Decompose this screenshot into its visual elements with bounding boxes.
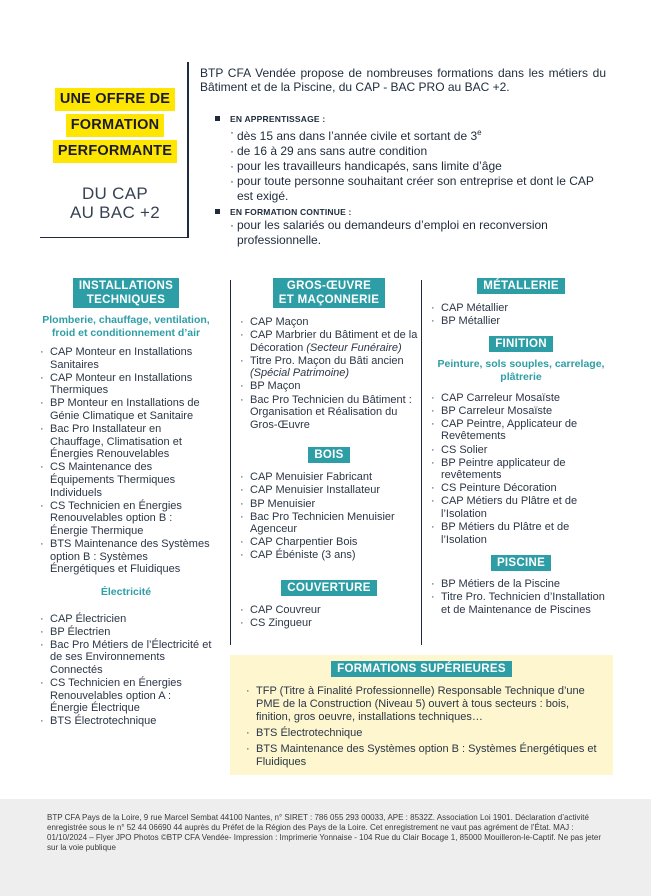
header-divider — [187, 62, 189, 238]
list-item: · BP Monteur en Installations de Génie Climatique et Sanitaire — [40, 397, 212, 422]
category-installations: INSTALLATIONS TECHNIQUES — [73, 278, 179, 308]
continue-list — [212, 218, 612, 248]
category-piscine: PISCINE — [491, 555, 551, 571]
list-item: · pour les travailleurs handicapés, sans limite d’âge — [230, 159, 612, 174]
subcategory-plomberie: Plomberie, chauffage, ventilation, froid et conditionnement d’air — [42, 314, 210, 339]
list-item: · BTS Électrotechnique — [246, 727, 599, 740]
offer-sub-2: AU BAC +2 — [69, 203, 161, 222]
subcategory-finition: Peinture, sols souples, carrelage, plâtrerie — [437, 357, 605, 383]
category-finition: FINITION — [489, 336, 553, 352]
continue-heading: EN FORMATION CONTINUE : — [212, 206, 612, 218]
piscine-list — [431, 578, 611, 616]
formations-superieures-box — [230, 655, 613, 775]
list-item: · CS Peinture Décoration — [431, 482, 611, 495]
category-formations-superieures: FORMATIONS SUPÉRIEURES — [331, 661, 512, 677]
column-separator — [421, 280, 422, 645]
list-item: · BTS Maintenance des Systèmes option B : Systèmes Énergétiques et Fluidiques — [40, 538, 212, 576]
couverture-list — [240, 604, 418, 630]
subcategory-electricite: Électricité — [100, 585, 152, 598]
formations-superieures-list — [230, 677, 613, 769]
finition-list — [431, 392, 611, 547]
list-item: · CAP Charpentier Bois — [240, 536, 418, 549]
apprentissage-heading: EN APPRENTISSAGE : — [212, 113, 612, 125]
list-item: · CAP Couvreur — [240, 604, 418, 617]
category-bois: BOIS — [308, 447, 349, 463]
offer-line-3: PERFORMANTE — [53, 140, 177, 163]
offer-sub-1: DU CAP — [81, 184, 149, 203]
gros-oeuvre-list — [240, 316, 418, 431]
column-separator — [230, 280, 231, 645]
list-item: · TFP (Titre à Finalité Professionnelle) Responsable Technique d’une PME de la Construction (Niveau 5) ouvert à tous secteurs : bois, finition, gros oeuvre, installations techniques… — [246, 685, 599, 724]
list-item: · Bac Pro Installateur en Chauffage, Climatisation et Énergies Renouvelables — [40, 423, 212, 461]
apprentissage-list — [212, 125, 612, 204]
list-item: · CAP Métiers du Plâtre et de l’Isolation — [431, 495, 611, 520]
legal-text: BTP CFA Pays de la Loire, 9 rue Marcel Sembat 44100 Nantes, n° SIRET : 786 055 293 00033, APE : 8532Z. Association Loi 1901. Déclaration d’activité enregistrée sous le n° 52 44 06690 44 auprès du Préfet de la Région des Pays de la Loire. Cet enregistrement ne vaut pas agrément de l’État. MAJ : 01/10/2024 – Flyer JPO Photos ©BTP CFA Vendée- Impression : Imprimerie Yonnaise - 104 Rue du Clair Bocage 1, 85000 Mouilleron-le-Captif. Ne pas jeter sur la voie publique — [47, 813, 602, 852]
list-item: · CAP Marbrier du Bâtiment et de la Décoration (Secteur Funéraire) — [240, 329, 418, 354]
list-item: · BP Maçon — [240, 380, 418, 393]
list-item: · de 16 à 29 ans sans autre condition — [230, 144, 612, 159]
list-item: · CAP Monteur en Installations Thermiques — [40, 372, 212, 397]
offer-line-1: UNE OFFRE DE — [55, 88, 175, 111]
offer-line-2: FORMATION — [66, 114, 165, 137]
list-item: · Bac Pro Métiers de l’Électricité et de ses Environnements Connectés — [40, 639, 212, 677]
list-item: · Bac Pro Technicien du Bâtiment : Organisation et Réalisation du Gros-Œuvre — [240, 394, 418, 432]
list-item: · CAP Menuisier Fabricant — [240, 471, 418, 484]
column-installations — [40, 278, 212, 729]
legal-footer — [0, 799, 651, 896]
installations-list — [40, 346, 212, 576]
list-item: · BTS Maintenance des Systèmes option B : Systèmes Énergétiques et Fluidiques — [246, 743, 599, 769]
column-gros-oeuvre — [240, 278, 418, 630]
list-item: · Titre Pro. Maçon du Bâti ancien (Spécial Patrimoine) — [240, 355, 418, 380]
list-item: · BP Menuisier — [240, 498, 418, 511]
list-item: · CAP Métallier — [431, 302, 611, 315]
list-item: · CS Technicien en Énergies Renouvelables option B : Énergie Thermique — [40, 500, 212, 538]
list-item: · BTS Électrotechnique — [40, 715, 212, 728]
list-item: · pour toute personne souhaitant créer son entreprise et dont le CAP est exigé. — [230, 174, 612, 204]
list-item: · CAP Ébéniste (3 ans) — [240, 549, 418, 562]
list-item: · CAP Monteur en Installations Sanitaires — [40, 346, 212, 371]
list-item: · BP Métiers de la Piscine — [431, 578, 611, 591]
metallerie-list — [431, 302, 611, 328]
category-gros-oeuvre: GROS-ŒUVRE ET MAÇONNERIE — [273, 278, 385, 308]
list-item: · pour les salariés ou demandeurs d’emploi en reconversion professionnelle. — [230, 218, 612, 248]
category-couverture: COUVERTURE — [281, 580, 377, 596]
list-item: · BP Peintre applicateur de revêtements — [431, 457, 611, 482]
list-item: · BP Carreleur Mosaïste — [431, 405, 611, 418]
column-metallerie — [431, 278, 611, 617]
list-item: · BP Métiers du Plâtre et de l’Isolation — [431, 521, 611, 546]
list-item: · CAP Peintre, Applicateur de Revêtements — [431, 418, 611, 443]
bois-list — [240, 471, 418, 562]
intro-paragraph: BTP CFA Vendée propose de nombreuses formations dans les métiers du Bâtiment et de la Piscine, du CAP - BAC PRO au BAC +2. — [200, 66, 606, 94]
list-item: · Titre Pro. Technicien d’Installation et de Maintenance de Piscines — [431, 591, 611, 616]
list-item: · dès 15 ans dans l’année civile et sortant de 3e — [230, 125, 612, 144]
list-item: · CS Solier — [431, 444, 611, 457]
list-item: · Bac Pro Technicien Menuisier Agenceur — [240, 511, 418, 536]
list-item: · CAP Carreleur Mosaïste — [431, 392, 611, 405]
list-item: · BP Métallier — [431, 315, 611, 328]
offer-title-block — [40, 88, 190, 222]
list-item: · CS Maintenance des Équipements Thermiques Individuels — [40, 461, 212, 499]
list-item: · CAP Maçon — [240, 316, 418, 329]
list-item: · BP Électrien — [40, 626, 212, 639]
list-item: · CS Zingueur — [240, 617, 418, 630]
header-rule — [40, 237, 187, 238]
list-item: · CAP Électricien — [40, 613, 212, 626]
category-metallerie: MÉTALLERIE — [477, 278, 565, 294]
list-item: · CS Technicien en Énergies Renouvelables option A : Énergie Électrique — [40, 677, 212, 715]
admission-conditions — [212, 113, 612, 250]
electricite-list — [40, 613, 212, 728]
list-item: · CAP Menuisier Installateur — [240, 484, 418, 497]
